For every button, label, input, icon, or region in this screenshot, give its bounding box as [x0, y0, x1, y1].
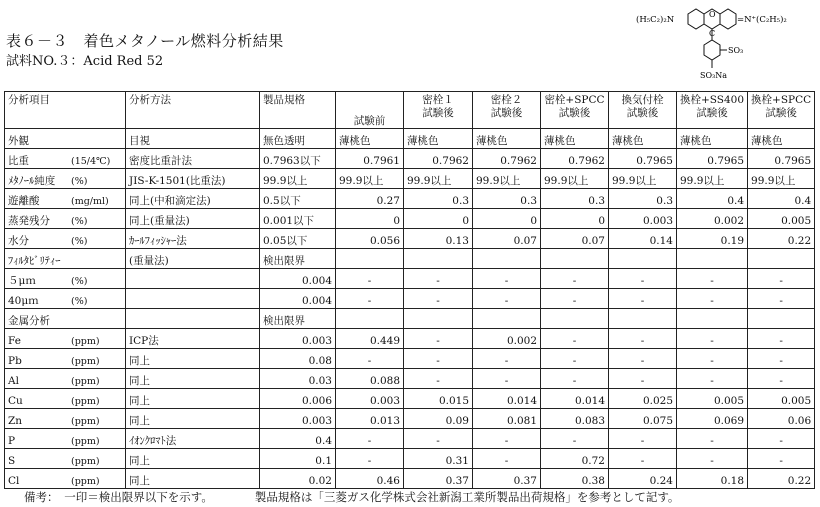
- header-line2: 試験前: [353, 115, 386, 127]
- result-cell: 0.06: [748, 409, 815, 429]
- result-cell: -: [677, 269, 748, 289]
- header-cell: [5, 92, 126, 129]
- result-cell: -: [473, 429, 541, 449]
- header-line2: 試験後: [558, 107, 591, 119]
- result-cell: -: [609, 449, 677, 469]
- result-cell: 0.7965: [748, 149, 815, 169]
- result-cell: 0.005: [677, 389, 748, 409]
- result-cell: -: [541, 329, 609, 349]
- result-cell: -: [404, 349, 473, 369]
- lower-benzene-ring: [704, 40, 720, 60]
- result-cell: 0.002: [677, 209, 748, 229]
- analysis-method-cell: 同上(重量法): [126, 209, 260, 229]
- analysis-method-cell: 同上: [126, 349, 260, 369]
- product-spec-cell: 検出限界: [260, 309, 336, 329]
- header-line1: 換栓+SPCC: [751, 94, 812, 106]
- analysis-item-name: ﾒﾀﾉｰﾙ純度: [8, 175, 56, 187]
- result-cell: 薄桃色: [748, 129, 815, 149]
- result-cell: 0.13: [404, 229, 473, 249]
- result-cell: 薄桃色: [609, 129, 677, 149]
- result-cell: -: [336, 289, 404, 309]
- header-line2: 試験後: [422, 107, 454, 119]
- analysis-item-unit: (ppm): [71, 476, 100, 487]
- analysis-item-name: 金属分析: [8, 315, 50, 327]
- table-row: [5, 349, 815, 369]
- product-spec-cell: 0.05以下: [260, 229, 336, 249]
- result-cell: 0.7962: [541, 149, 609, 169]
- analysis-item-unit: (ppm): [71, 416, 100, 427]
- result-cell: -: [336, 449, 404, 469]
- result-cell: [609, 309, 677, 329]
- result-cell: [677, 309, 748, 329]
- result-cell: -: [404, 369, 473, 389]
- ring-oxygen-label: O: [709, 10, 716, 19]
- result-cell: -: [473, 369, 541, 389]
- result-cell: 0: [404, 209, 473, 229]
- header-cell: [473, 92, 541, 129]
- header-cell: [748, 92, 815, 129]
- analysis-method-cell: ｶｰﾙﾌｨｯｼｬｰ法: [126, 229, 260, 249]
- table-row: [5, 409, 815, 429]
- result-cell: 0.7965: [677, 149, 748, 169]
- footer-notes: [24, 489, 679, 505]
- header-cell: [609, 92, 677, 129]
- result-cell: -: [609, 429, 677, 449]
- result-cell: -: [677, 349, 748, 369]
- result-cell: -: [336, 269, 404, 289]
- product-spec-cell: 0.1: [260, 449, 336, 469]
- analysis-item-unit: (mg/ml): [71, 196, 109, 207]
- result-cell: -: [473, 289, 541, 309]
- right-iminium-group: =N⁺(C₂H₅)₂: [737, 15, 787, 25]
- result-cell: -: [473, 449, 541, 469]
- result-cell: 0.7962: [473, 149, 541, 169]
- analysis-item-cell: [5, 189, 126, 209]
- result-cell: [336, 249, 404, 269]
- result-cell: [541, 309, 609, 329]
- product-spec-cell: 0.004: [260, 269, 336, 289]
- table-row: [5, 389, 815, 409]
- analysis-item-name: Fe: [8, 335, 21, 347]
- result-cell: -: [541, 269, 609, 289]
- result-cell: 0.72: [541, 449, 609, 469]
- analysis-item-name: Cl: [8, 475, 20, 487]
- analysis-item-unit: (%): [71, 216, 88, 227]
- result-cell: 0.19: [677, 229, 748, 249]
- table-row: [5, 129, 815, 149]
- product-spec-cell: 0.4: [260, 429, 336, 449]
- so3-group-label: SO₃: [728, 46, 744, 55]
- product-spec-cell: 0.7963以下: [260, 149, 336, 169]
- ring-carbon-label: C: [709, 29, 716, 38]
- analysis-item-cell: [5, 169, 126, 189]
- so3na-group-label: SO₃Na: [700, 71, 728, 80]
- header-line1: 換栓+SS400: [680, 94, 745, 106]
- analysis-method-cell: 密度比重計法: [126, 149, 260, 169]
- result-cell: -: [748, 329, 815, 349]
- header-line2: 試験後: [696, 107, 728, 119]
- analysis-item-name: S: [8, 455, 16, 467]
- analysis-item-unit: (%): [71, 296, 88, 307]
- analysis-item-cell: [5, 229, 126, 249]
- result-cell: 0.46: [336, 469, 404, 489]
- analysis-method-cell: JIS-K-1501(比重法): [126, 169, 260, 189]
- result-cell: -: [677, 449, 748, 469]
- header-line1: 密栓１: [422, 94, 454, 106]
- result-cell: 0.081: [473, 409, 541, 429]
- sample-label: 試料NO.３：Acid Red 52: [6, 54, 164, 69]
- result-cell: -: [473, 269, 541, 289]
- result-cell: 0.38: [541, 469, 609, 489]
- analysis-method-cell: [126, 309, 260, 329]
- result-cell: [473, 249, 541, 269]
- result-cell: 0.075: [609, 409, 677, 429]
- result-cell: -: [336, 349, 404, 369]
- result-cell: 0.7962: [404, 149, 473, 169]
- result-cell: 0.014: [541, 389, 609, 409]
- result-cell: 0.083: [541, 409, 609, 429]
- result-cell: 0.07: [473, 229, 541, 249]
- result-cell: [677, 249, 748, 269]
- analysis-method-cell: 同上(中和滴定法): [126, 189, 260, 209]
- product-spec-cell: 99.9以上: [260, 169, 336, 189]
- result-cell: 0.015: [404, 389, 473, 409]
- result-cell: -: [677, 369, 748, 389]
- table-row: [5, 449, 815, 469]
- analysis-item-cell: [5, 289, 126, 309]
- result-cell: 99.9以上: [677, 169, 748, 189]
- result-cell: 99.9以上: [336, 169, 404, 189]
- result-cell: 薄桃色: [677, 129, 748, 149]
- result-cell: 0.003: [336, 389, 404, 409]
- header-line1: 密栓２: [490, 94, 523, 106]
- result-cell: -: [748, 369, 815, 389]
- header-cell: [677, 92, 748, 129]
- analysis-item-cell: [5, 129, 126, 149]
- analysis-item-name: 遊離酸: [8, 195, 40, 207]
- analysis-item-cell: [5, 469, 126, 489]
- header-line2: 試験後: [490, 107, 523, 119]
- analysis-method-cell: 同上: [126, 409, 260, 429]
- product-spec-cell: 0.02: [260, 469, 336, 489]
- product-spec-cell: 0.03: [260, 369, 336, 389]
- result-cell: 0.37: [473, 469, 541, 489]
- result-cell: 薄桃色: [541, 129, 609, 149]
- result-cell: 0.7965: [609, 149, 677, 169]
- result-cell: 0.37: [404, 469, 473, 489]
- result-cell: 99.9以上: [748, 169, 815, 189]
- table-row: [5, 289, 815, 309]
- analysis-table-body: [5, 92, 815, 489]
- result-cell: [473, 309, 541, 329]
- analysis-item-name: 蒸発残分: [8, 215, 50, 227]
- result-cell: -: [677, 429, 748, 449]
- result-cell: -: [609, 289, 677, 309]
- result-cell: -: [609, 369, 677, 389]
- result-cell: [404, 309, 473, 329]
- table-row: [5, 309, 815, 329]
- result-cell: 0.003: [609, 209, 677, 229]
- result-cell: -: [677, 329, 748, 349]
- header-cell: [126, 92, 260, 129]
- result-cell: [748, 309, 815, 329]
- header-cell: [541, 92, 609, 129]
- result-cell: -: [404, 269, 473, 289]
- result-cell: -: [541, 289, 609, 309]
- header-line1: 製品規格: [263, 94, 305, 106]
- result-cell: -: [609, 269, 677, 289]
- analysis-table: [4, 91, 815, 489]
- table-row: [5, 429, 815, 449]
- analysis-method-cell: 目視: [126, 129, 260, 149]
- result-cell: 0.014: [473, 389, 541, 409]
- analysis-method-cell: 同上: [126, 389, 260, 409]
- result-cell: 99.9以上: [473, 169, 541, 189]
- analysis-method-cell: ｲｵﾝｸﾛﾏﾄ法: [126, 429, 260, 449]
- analysis-item-name: Al: [8, 375, 19, 387]
- result-cell: [748, 249, 815, 269]
- product-spec-cell: 0.08: [260, 349, 336, 369]
- analysis-item-cell: [5, 429, 126, 449]
- analysis-item-name: Cu: [8, 395, 23, 407]
- result-cell: 薄桃色: [473, 129, 541, 149]
- result-cell: -: [404, 289, 473, 309]
- analysis-item-cell: [5, 149, 126, 169]
- result-cell: -: [748, 289, 815, 309]
- result-cell: [404, 249, 473, 269]
- result-cell: 0.4: [677, 189, 748, 209]
- result-cell: 0.18: [677, 469, 748, 489]
- analysis-item-name: 外観: [8, 135, 29, 147]
- header-cell: [404, 92, 473, 129]
- analysis-method-cell: ICP法: [126, 329, 260, 349]
- result-cell: 0.025: [609, 389, 677, 409]
- result-cell: -: [473, 349, 541, 369]
- header-line1: 密栓+SPCC: [544, 94, 605, 106]
- analysis-item-unit: (ppm): [71, 456, 100, 467]
- analysis-item-cell: [5, 449, 126, 469]
- analysis-item-cell: [5, 329, 126, 349]
- table-row: [5, 329, 815, 349]
- analysis-item-cell: [5, 209, 126, 229]
- analysis-method-cell: [126, 269, 260, 289]
- table-row: [5, 169, 815, 189]
- table-row: [5, 369, 815, 389]
- analysis-item-unit: (ppm): [71, 356, 100, 367]
- analysis-item-name: ５μｍ: [8, 275, 36, 287]
- result-cell: -: [748, 449, 815, 469]
- analysis-item-unit: (ppm): [71, 376, 100, 387]
- result-cell: -: [541, 429, 609, 449]
- header-cell: [336, 92, 404, 129]
- analysis-item-unit: (%): [71, 236, 88, 247]
- title-block: [6, 32, 284, 70]
- analysis-item-name: ﾌｨﾙﾀﾋﾞﾘﾃｨｰ: [8, 255, 61, 267]
- footer-note: 備考： 一印＝検出限界以下を示す。: [24, 490, 213, 504]
- result-cell: 0.3: [609, 189, 677, 209]
- header-line2: 試験後: [626, 107, 659, 119]
- table-row: [5, 189, 815, 209]
- left-amine-group: (H₅C₂)₂N: [636, 15, 675, 25]
- left-benzene-ring: [688, 9, 704, 29]
- product-spec-cell: 0.004: [260, 289, 336, 309]
- footer-spec-note: 製品規格は「三菱ガス化学株式会社新潟工業所製品出荷規格」を参考として記す。: [254, 490, 680, 504]
- analysis-method-cell: 同上: [126, 469, 260, 489]
- product-spec-cell: 0.006: [260, 389, 336, 409]
- product-spec-cell: 0.003: [260, 329, 336, 349]
- header-line2: 試験後: [765, 107, 797, 119]
- analysis-item-cell: [5, 369, 126, 389]
- analysis-method-cell: 同上: [126, 449, 260, 469]
- product-spec-cell: 0.5以下: [260, 189, 336, 209]
- analysis-item-name: P: [8, 435, 16, 447]
- result-cell: -: [748, 269, 815, 289]
- analysis-item-unit: (%): [71, 276, 88, 287]
- result-cell: [541, 249, 609, 269]
- result-cell: 0.7961: [336, 149, 404, 169]
- result-cell: 0.3: [541, 189, 609, 209]
- analysis-item-unit: (%): [71, 176, 88, 187]
- result-cell: -: [748, 349, 815, 369]
- analysis-method-cell: (重量法): [126, 249, 260, 269]
- result-cell: 0.088: [336, 369, 404, 389]
- analysis-item-name: Pb: [8, 355, 22, 367]
- result-cell: 0.22: [748, 469, 815, 489]
- result-cell: 0.449: [336, 329, 404, 349]
- result-cell: 0: [541, 209, 609, 229]
- result-cell: 99.9以上: [609, 169, 677, 189]
- result-cell: 0.005: [748, 209, 815, 229]
- result-cell: 0: [336, 209, 404, 229]
- result-cell: 0.3: [404, 189, 473, 209]
- result-cell: -: [748, 429, 815, 449]
- analysis-item-name: 比重: [8, 155, 29, 167]
- result-cell: 0.14: [609, 229, 677, 249]
- product-spec-cell: 0.001以下: [260, 209, 336, 229]
- result-cell: 99.9以上: [404, 169, 473, 189]
- analysis-item-name: 40μｍ: [8, 295, 39, 307]
- table-row: [5, 229, 815, 249]
- chemical-structure-diagram: [636, 2, 816, 86]
- analysis-item-cell: [5, 309, 126, 329]
- header-line1: 分析方法: [129, 94, 171, 106]
- result-cell: -: [404, 429, 473, 449]
- result-cell: 0.07: [541, 229, 609, 249]
- result-cell: -: [609, 349, 677, 369]
- table-header-row: [5, 92, 815, 129]
- result-cell: 0.4: [748, 189, 815, 209]
- product-spec-cell: 0.003: [260, 409, 336, 429]
- table-row: [5, 269, 815, 289]
- product-spec-cell: 検出限界: [260, 249, 336, 269]
- result-cell: 0.005: [748, 389, 815, 409]
- analysis-item-unit: (ppm): [71, 336, 100, 347]
- page-title: 表６－３ 着色メタノール燃料分析結果: [6, 32, 284, 50]
- result-cell: 0.002: [473, 329, 541, 349]
- analysis-item-cell: [5, 409, 126, 429]
- analysis-item-name: 水分: [8, 235, 29, 247]
- product-spec-cell: 無色透明: [260, 129, 336, 149]
- result-cell: 0: [473, 209, 541, 229]
- result-cell: 0.31: [404, 449, 473, 469]
- result-cell: -: [541, 349, 609, 369]
- header-line1: 換気付栓: [621, 94, 664, 106]
- result-cell: 0.24: [609, 469, 677, 489]
- analysis-item-name: Zn: [8, 415, 23, 427]
- table-row: [5, 209, 815, 229]
- analysis-item-unit: (ppm): [71, 396, 100, 407]
- table-row: [5, 249, 815, 269]
- result-cell: [609, 249, 677, 269]
- result-cell: -: [541, 369, 609, 389]
- result-cell: -: [336, 429, 404, 449]
- result-cell: 0.09: [404, 409, 473, 429]
- right-benzene-ring: [720, 9, 736, 29]
- analysis-item-cell: [5, 269, 126, 289]
- table-row: [5, 469, 815, 489]
- result-cell: 0.056: [336, 229, 404, 249]
- result-cell: 0.069: [677, 409, 748, 429]
- result-cell: 薄桃色: [404, 129, 473, 149]
- analysis-method-cell: [126, 289, 260, 309]
- result-cell: 0.27: [336, 189, 404, 209]
- analysis-item-cell: [5, 249, 126, 269]
- header-line1: 分析項目: [8, 94, 50, 106]
- result-cell: -: [609, 329, 677, 349]
- result-cell: 0.013: [336, 409, 404, 429]
- analysis-item-unit: (ppm): [71, 436, 100, 447]
- result-cell: -: [677, 289, 748, 309]
- result-cell: 0.22: [748, 229, 815, 249]
- result-cell: -: [404, 329, 473, 349]
- result-cell: 薄桃色: [336, 129, 404, 149]
- analysis-method-cell: 同上: [126, 369, 260, 389]
- result-cell: 0.3: [473, 189, 541, 209]
- analysis-item-cell: [5, 389, 126, 409]
- result-cell: 99.9以上: [541, 169, 609, 189]
- header-cell: [260, 92, 336, 129]
- analysis-item-unit: (15/4℃): [71, 156, 111, 167]
- result-cell: [336, 309, 404, 329]
- analysis-item-cell: [5, 349, 126, 369]
- table-row: [5, 149, 815, 169]
